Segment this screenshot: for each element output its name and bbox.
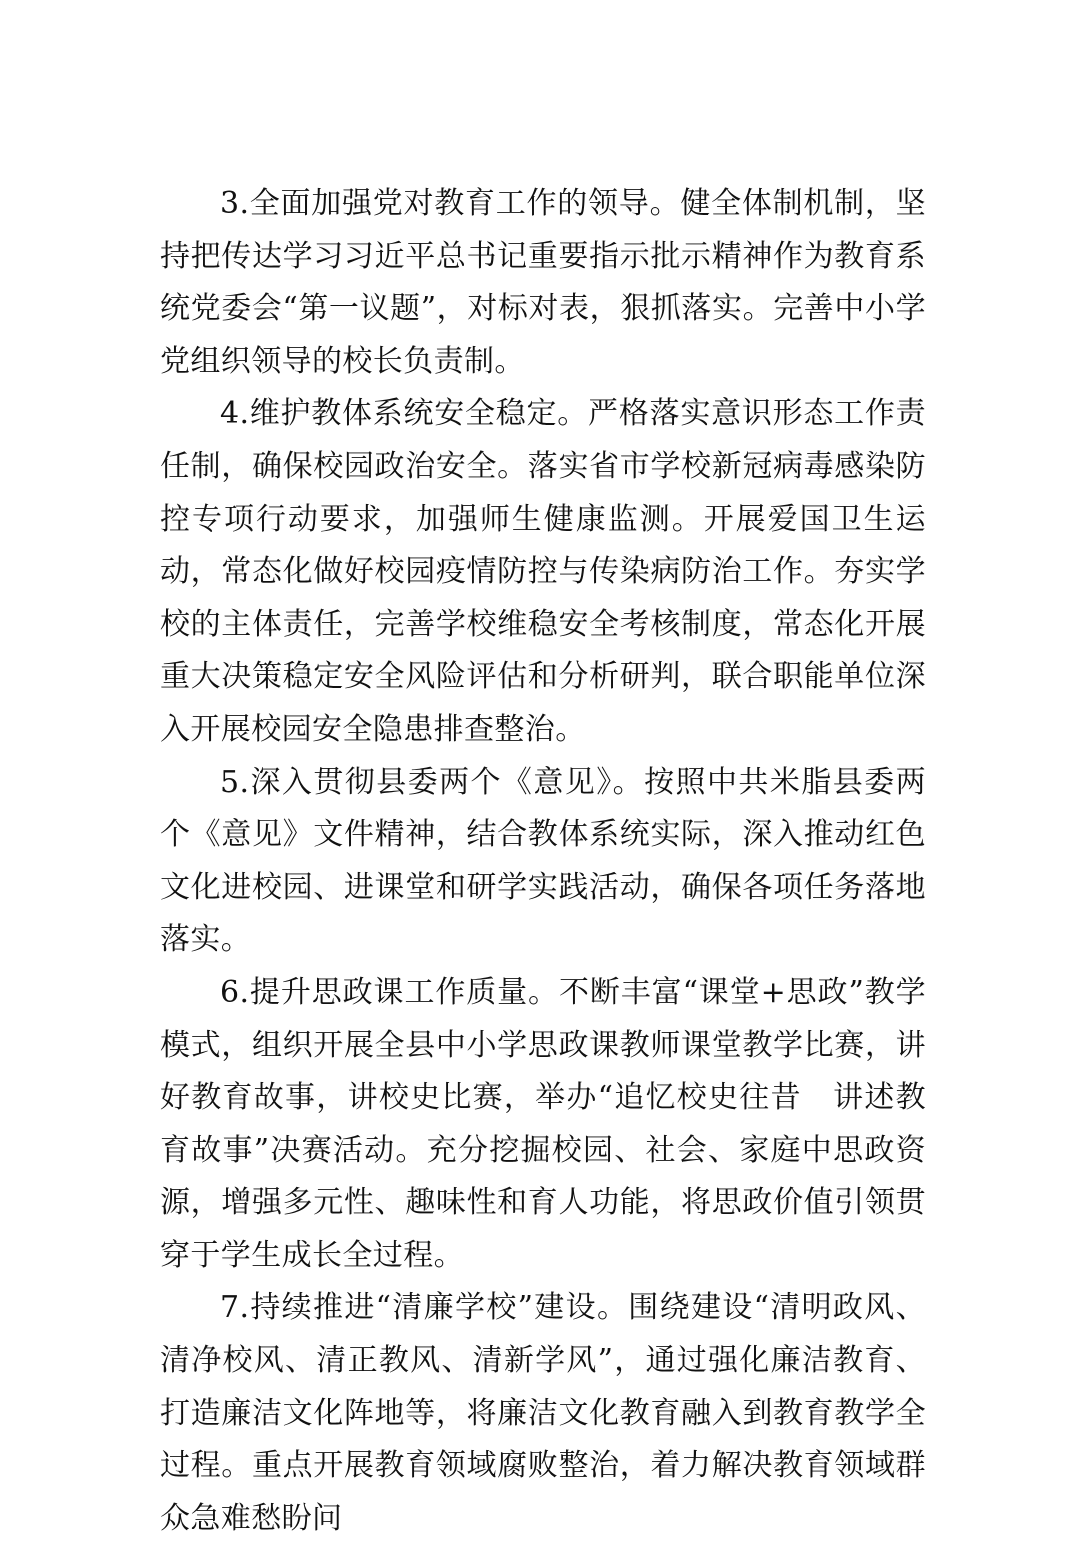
paragraph-4-safety-stability: 4.维护教体系统安全稳定。严格落实意识形态工作责任制，确保校园政治安全。落实省市学校新冠病毒感染防控专项行动要求，加强师生健康监测。开展爱国卫生运动，常态化做好校园疫情防控与传染病防治工作。夯实学校的主体责任，完善学校维稳安全考核制度，常态化开展重大决策稳定安全风险评估和分析研判，联合职能单位深入开展校园安全隐患排查整治。 bbox=[160, 396, 926, 747]
paragraph-3-party-leadership: 3.全面加强党对教育工作的领导。健全体制机制，坚持把传达学习习近平总书记重要指示批示精神作为教育系统党委会“第一议题”，对标对表，狠抓落实。完善中小学党组织领导的校长负责制。 bbox=[160, 186, 926, 379]
document-page bbox=[160, 178, 926, 1545]
paragraph-6-ideology-course: 6.提升思政课工作质量。不断丰富“课堂+思政”教学模式，组织开展全县中小学思政课教师课堂教学比赛，讲好教育故事，讲校史比赛，举办“追忆校史往昔 讲述教育故事”决赛活动。充分挖掘校园、社会、家庭中思政资源，增强多元性、趣味性和育人功能，将思政价值引领贯穿于学生成长全过程。 bbox=[160, 974, 926, 1273]
paragraph-5-county-opinions: 5.深入贯彻县委两个《意见》。按照中共米脂县委两个《意见》文件精神，结合教体系统实际，深入推动红色文化进校园、进课堂和研学实践活动，确保各项任务落地落实。 bbox=[160, 764, 926, 958]
paragraph-7-clean-school: 7.持续推进“清廉学校”建设。围绕建设“清明政风、清净校风、清正教风、清新学风”，通过强化廉洁教育、打造廉洁文化阵地等，将廉洁文化教育融入到教育教学全过程。重点开展教育领域腐败整治，着力解决教育领域群众急难愁盼问 bbox=[160, 1290, 926, 1536]
